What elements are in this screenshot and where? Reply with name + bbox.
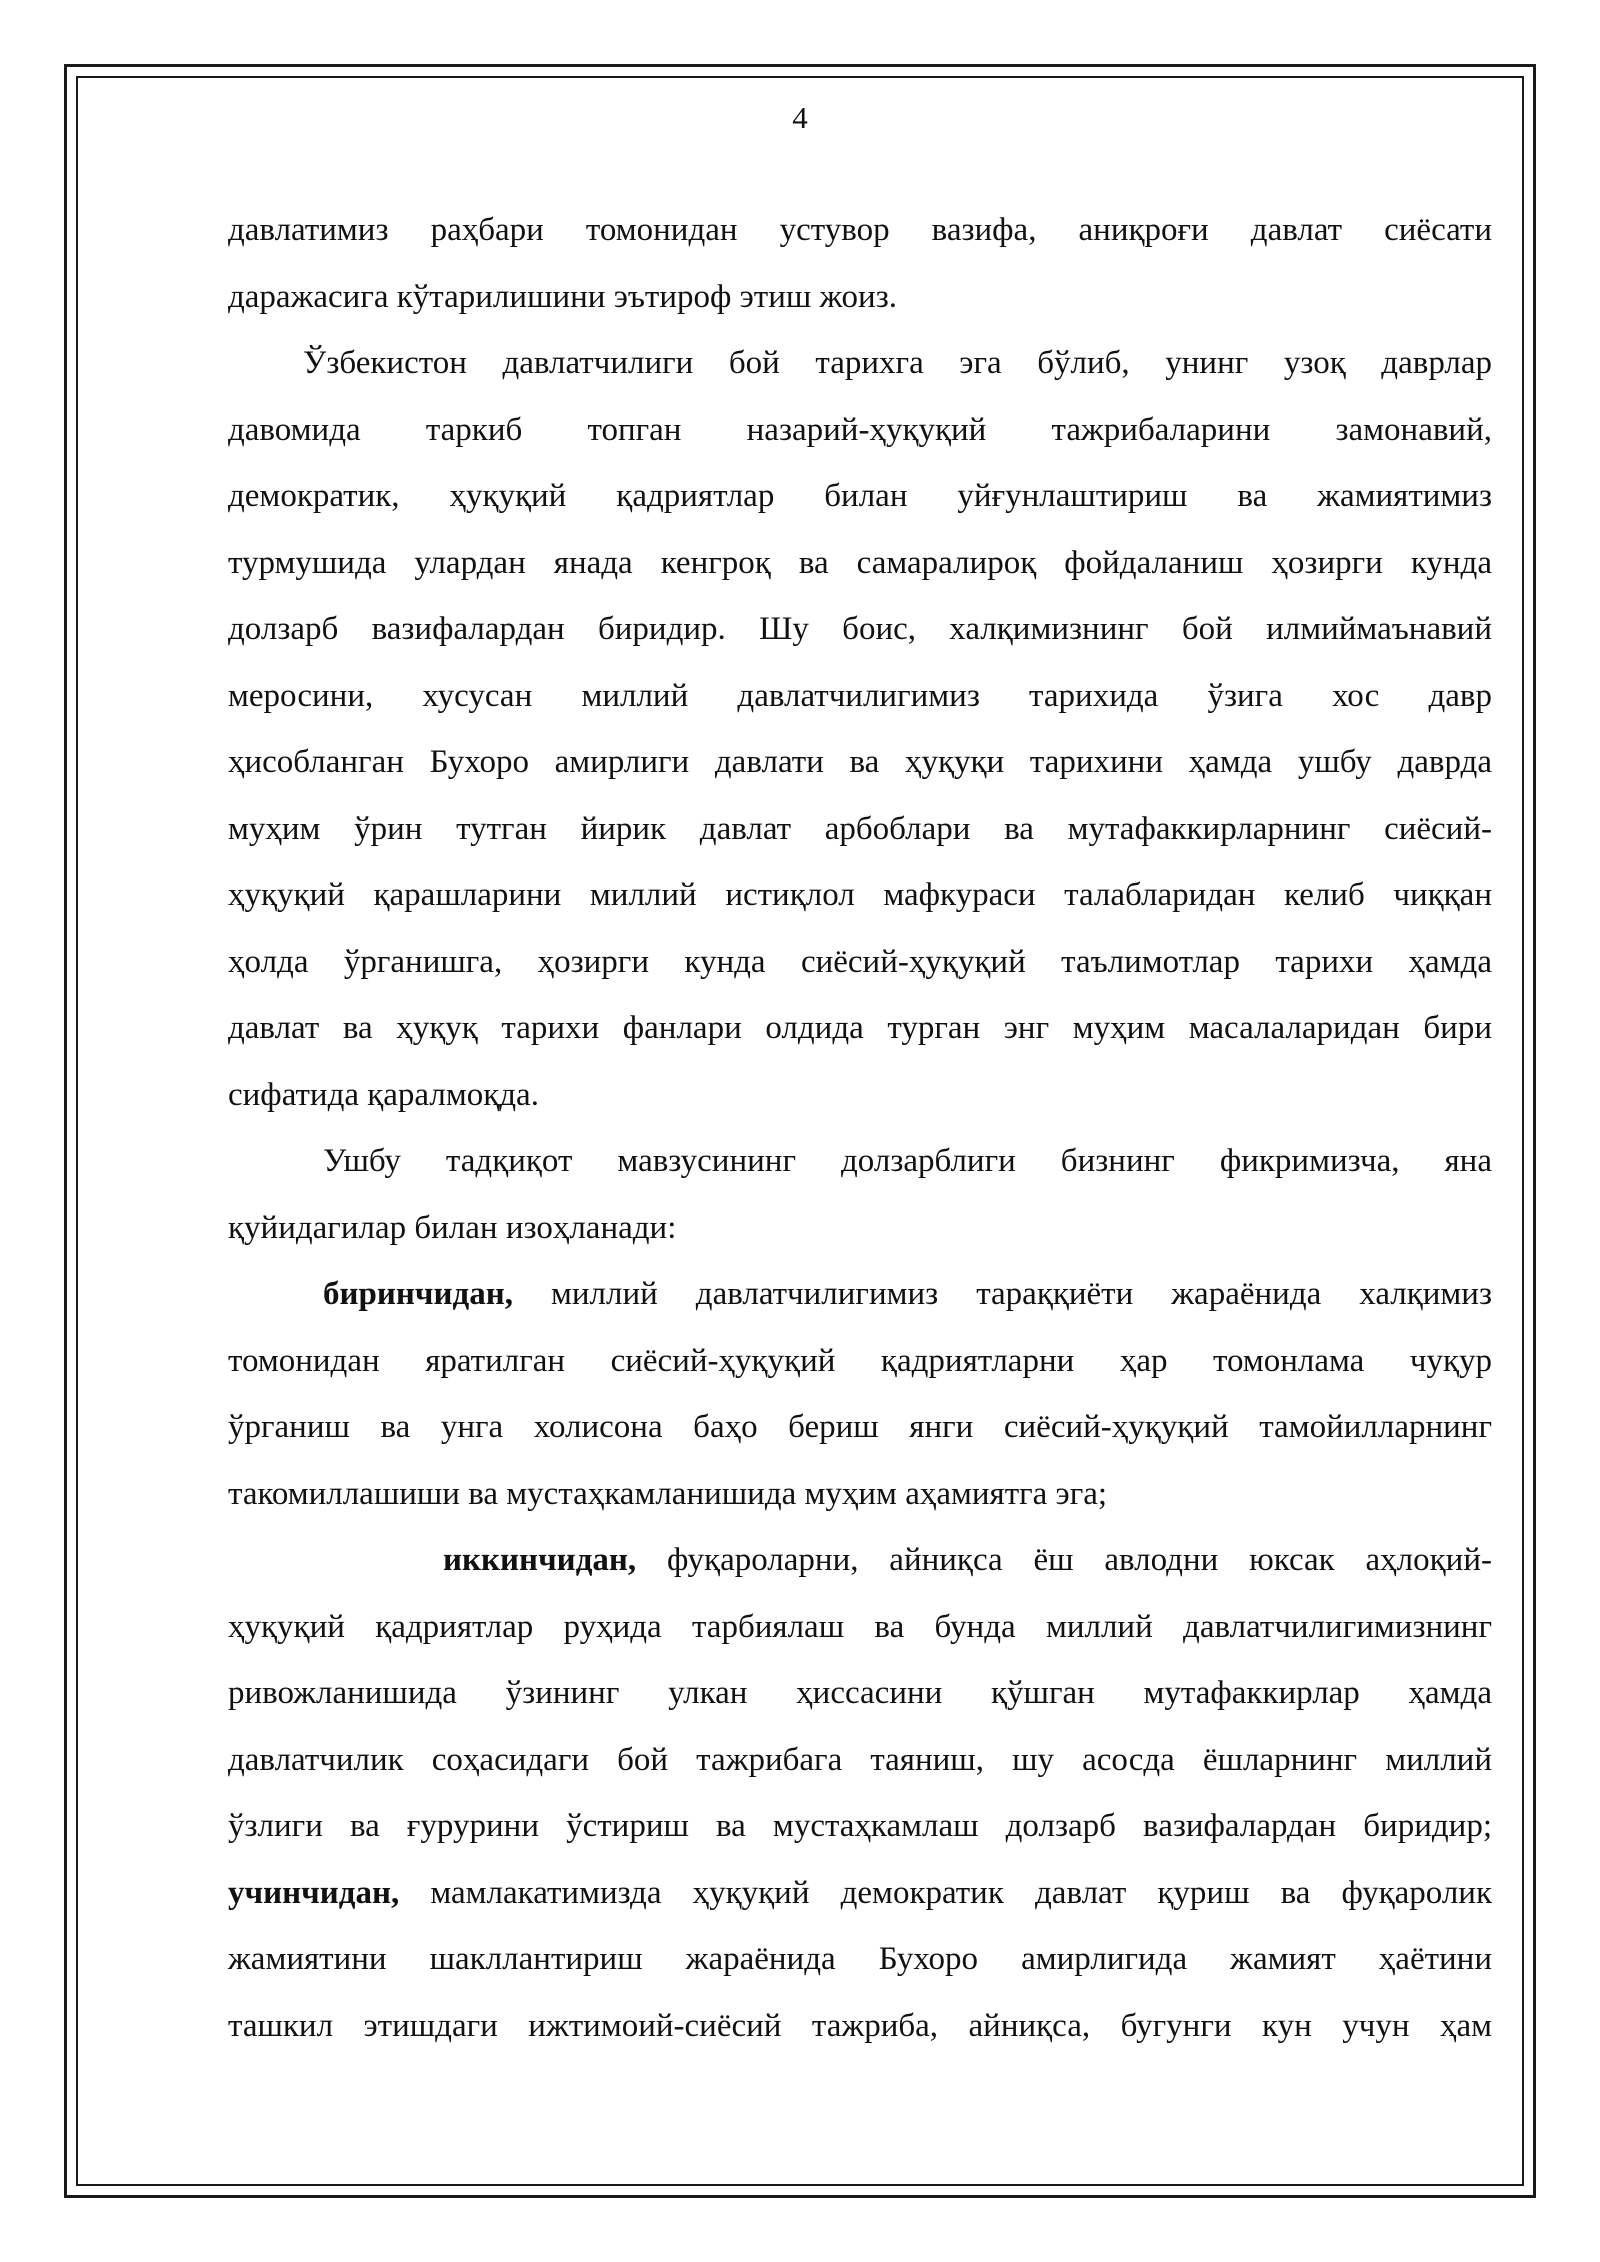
paragraph bbox=[228, 330, 1492, 1128]
text-line: ҳисобланган Бухоро амирлиги давлати ва ҳуқуқи тарихини ҳамда ушбу даврда bbox=[228, 744, 1492, 780]
document-body bbox=[228, 197, 1492, 2059]
text-line: давлатимиз раҳбари томонидан устувор вазифа, аниқроғи давлат сиёсати bbox=[228, 212, 1492, 248]
text-line: ўрганиш ва унга холисона баҳо бериш янги сиёсий-ҳуқуқий тамойилларнинг bbox=[228, 1409, 1492, 1445]
paragraph bbox=[228, 1128, 1492, 1261]
text-line: ҳолда ўрганишга, ҳозирги кунда сиёсий-ҳуқуқий таълимотлар тарихи ҳамда bbox=[228, 943, 1492, 980]
text-line: даражасига кўтарилишини эътироф этиш жоиз. bbox=[228, 278, 897, 315]
paragraph bbox=[228, 1860, 1492, 2060]
paragraph-lead: учинчидан, bbox=[228, 1874, 400, 1911]
text-line: давомида таркиб топган назарий-ҳуқуқий тажрибаларини замонавий, bbox=[228, 411, 1492, 448]
text-line: ҳуқуқий қарашларини миллий истиқлол мафкураси талабларидан келиб чиққан bbox=[228, 877, 1492, 913]
text-line-rest: миллий давлатчилигимиз тараққиёти жараёнида халқимиз bbox=[550, 1276, 1492, 1312]
text-line: жамиятини шакллантириш жараёнида Бухоро амирлигида жамият ҳаётини bbox=[228, 1941, 1492, 1977]
text-line bbox=[228, 1860, 1492, 1927]
text-line: меросини, хусусан миллий давлатчилигимиз тарихида ўзига хос давр bbox=[228, 677, 1492, 714]
text-line: муҳим ўрин тутган йирик давлат арбоблари ва мутафаккирларнинг сиёсий- bbox=[228, 810, 1492, 847]
text-line: томонидан яратилган сиёсий-ҳуқуқий қадриятларни ҳар томонлама чуқур bbox=[228, 1342, 1492, 1379]
text-line: демократик, ҳуқуқий қадриятлар билан уйғунлаштириш ва жамиятимиз bbox=[228, 478, 1492, 514]
text-line: давлатчилик соҳасидаги бой тажрибага таяниш, шу асосда ёшларнинг миллий bbox=[228, 1741, 1492, 1778]
text-line: турмушида улардан янада кенгроқ ва самаралироқ фойдаланиш ҳозирги кунда bbox=[228, 544, 1492, 581]
text-line: ташкил этишдаги ижтимоий-сиёсий тажриба, айниқса, бугунги кун учун ҳам bbox=[228, 2007, 1492, 2044]
text-line: ўзлиги ва ғурурини ўстириш ва мустаҳкамлаш долзарб вазифалардан биридир; bbox=[228, 1808, 1492, 1844]
paragraph-lead: иккинчидан, bbox=[443, 1542, 637, 1578]
text-line: такомиллашиши ва мустаҳкамланишида муҳим аҳамиятга эга; bbox=[228, 1475, 1108, 1512]
page-number: 4 bbox=[792, 100, 808, 135]
text-line: давлат ва ҳуқуқ тарихи фанлари олдида турган энг муҳим масалаларидан бири bbox=[228, 1010, 1492, 1046]
text-line: долзарб вазифалардан биридир. Шу боис, халқимизнинг бой илмиймаънавий bbox=[228, 611, 1492, 647]
text-line: ҳуқуқий қадриятлар руҳида тарбиялаш ва бунда миллий давлатчилигимизнинг bbox=[228, 1608, 1492, 1645]
paragraph bbox=[228, 1261, 1492, 1527]
text-line: Ушбу тадқиқот мавзусининг долзарблиги бизнинг фикримизча, яна bbox=[323, 1143, 1492, 1179]
paragraph bbox=[228, 1527, 1492, 1860]
text-line-rest: фуқароларни, айниқса ёш авлодни юксак аҳлоқий- bbox=[666, 1542, 1492, 1578]
text-line: сифатида қаралмоқда. bbox=[228, 1076, 539, 1113]
text-line-rest: мамлакатимизда ҳуқуқий демократик давлат қуриш ва фуқаролик bbox=[430, 1874, 1492, 1911]
text-line bbox=[228, 1527, 1492, 1594]
text-line: қуйидагилар билан изоҳланади: bbox=[228, 1209, 677, 1246]
text-line bbox=[228, 1261, 1492, 1328]
paragraph-lead: биринчидан, bbox=[323, 1276, 513, 1312]
text-line: ривожланишида ўзининг улкан ҳиссасини қўшган мутафаккирлар ҳамда bbox=[228, 1675, 1492, 1711]
paragraph bbox=[228, 197, 1492, 330]
text-line: Ўзбекистон давлатчилиги бой тарихга эга бўлиб, унинг узоқ даврлар bbox=[303, 345, 1492, 381]
